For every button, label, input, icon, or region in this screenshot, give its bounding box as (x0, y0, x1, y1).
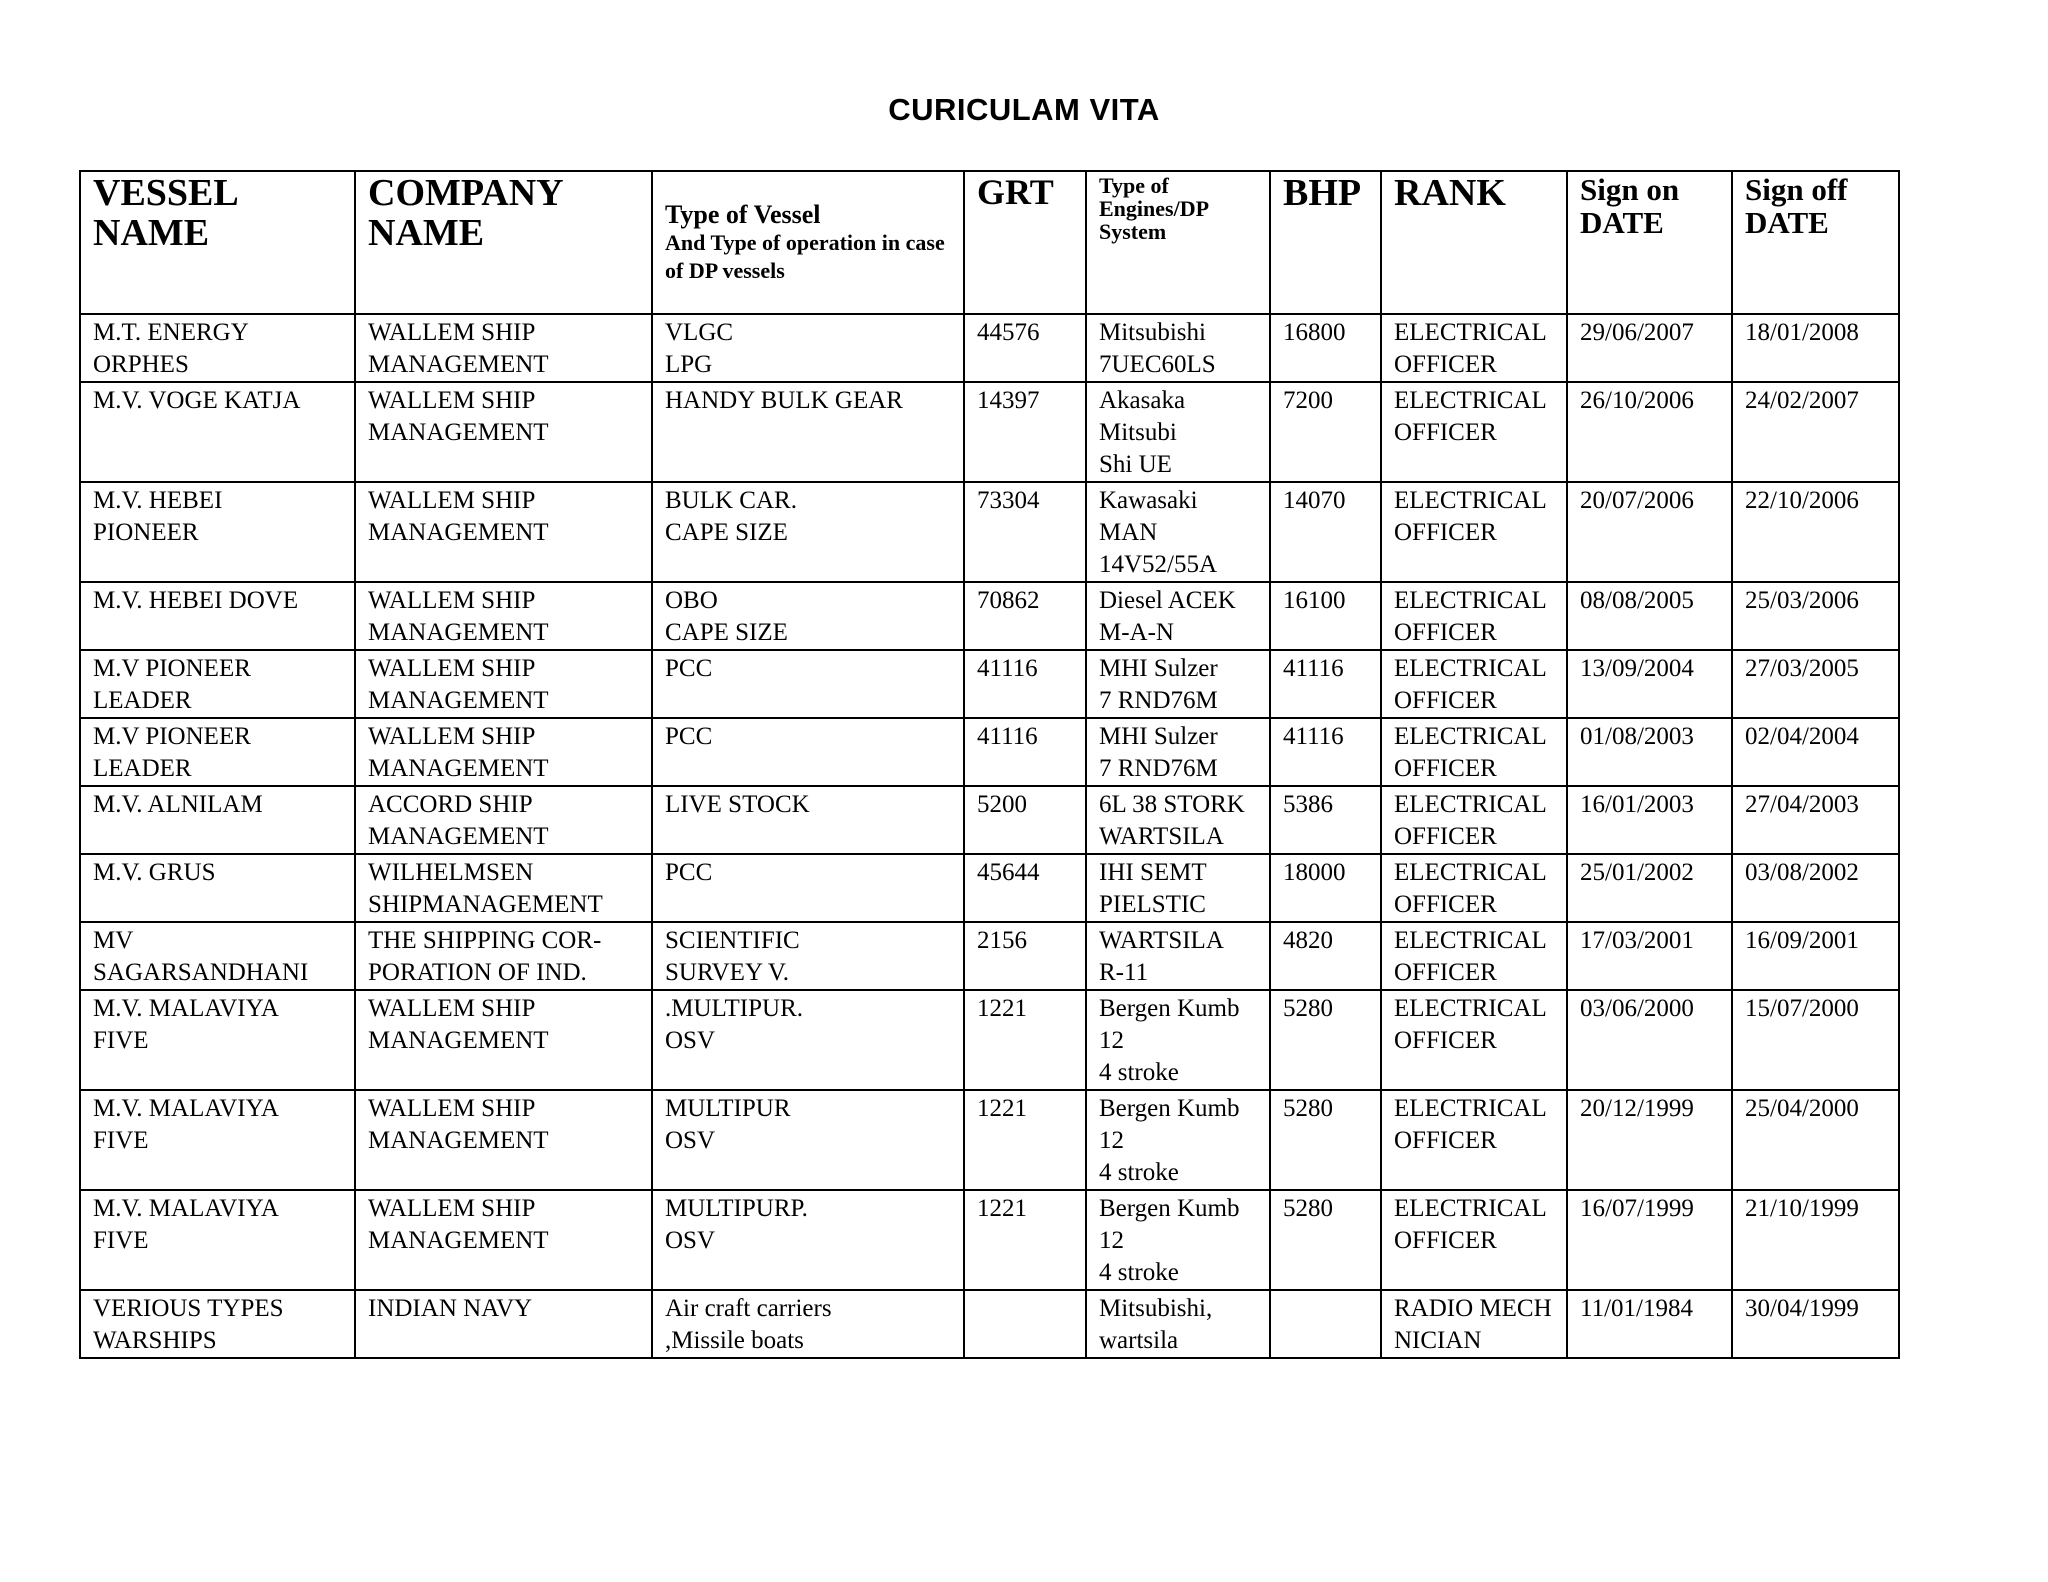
bhp-cell: 5280 (1270, 1190, 1381, 1290)
table-body (80, 314, 1899, 1358)
sign-on-date-cell: 16/01/2003 (1567, 786, 1732, 854)
sign-off-date-cell: 22/10/2006 (1732, 482, 1899, 582)
bhp-cell: 41116 (1270, 718, 1381, 786)
rank-cell: ELECTRICAL OFFICER (1381, 650, 1567, 718)
header-bhp: BHP (1270, 171, 1381, 314)
sign-off-date-cell: 03/08/2002 (1732, 854, 1899, 922)
rank-cell: ELECTRICAL OFFICER (1381, 922, 1567, 990)
engine-type-cell: Kawasaki MAN 14V52/55A (1086, 482, 1270, 582)
engine-type-cell: 6L 38 STORK WARTSILA (1086, 786, 1270, 854)
table-row (80, 1190, 1899, 1290)
company-name-cell: WALLEM SHIP MANAGEMENT (355, 482, 652, 582)
sign-off-date-cell: 27/04/2003 (1732, 786, 1899, 854)
engine-type-cell: Mitsubishi, wartsila (1086, 1290, 1270, 1358)
company-name-cell: THE SHIPPING COR- PORATION OF IND. (355, 922, 652, 990)
vessel-name-cell: M.V PIONEER LEADER (80, 718, 355, 786)
table-row (80, 718, 1899, 786)
header-sign-off-date: Sign off DATE (1732, 171, 1899, 314)
bhp-cell: 5280 (1270, 990, 1381, 1090)
bhp-cell: 16800 (1270, 314, 1381, 382)
table-row (80, 382, 1899, 482)
rank-cell: ELECTRICAL OFFICER (1381, 582, 1567, 650)
grt-cell: 1221 (964, 1090, 1086, 1190)
rank-cell: ELECTRICAL OFFICER (1381, 382, 1567, 482)
company-name-cell: WALLEM SHIP MANAGEMENT (355, 582, 652, 650)
table-row (80, 922, 1899, 990)
engine-type-cell: MHI Sulzer 7 RND76M (1086, 718, 1270, 786)
sign-on-date-cell: 01/08/2003 (1567, 718, 1732, 786)
vessel-type-cell: Air craft carriers ,Missile boats (652, 1290, 964, 1358)
grt-cell: 73304 (964, 482, 1086, 582)
sign-on-date-cell: 20/12/1999 (1567, 1090, 1732, 1190)
bhp-cell: 4820 (1270, 922, 1381, 990)
vessel-name-cell: M.V. MALAVIYA FIVE (80, 1090, 355, 1190)
bhp-cell: 41116 (1270, 650, 1381, 718)
bhp-cell: 14070 (1270, 482, 1381, 582)
vessel-name-cell: M.V PIONEER LEADER (80, 650, 355, 718)
engine-type-cell: Diesel ACEK M-A-N (1086, 582, 1270, 650)
sign-off-date-cell: 24/02/2007 (1732, 382, 1899, 482)
sign-on-date-cell: 16/07/1999 (1567, 1190, 1732, 1290)
bhp-cell: 7200 (1270, 382, 1381, 482)
engine-type-cell: Akasaka Mitsubi Shi UE (1086, 382, 1270, 482)
company-name-cell: WALLEM SHIP MANAGEMENT (355, 314, 652, 382)
sign-off-date-cell: 27/03/2005 (1732, 650, 1899, 718)
document-title: CURICULAM VITA (888, 92, 1160, 127)
engine-type-cell: IHI SEMT PIELSTIC (1086, 854, 1270, 922)
company-name-cell: WALLEM SHIP MANAGEMENT (355, 990, 652, 1090)
grt-cell: 1221 (964, 1190, 1086, 1290)
company-name-cell: WALLEM SHIP MANAGEMENT (355, 1190, 652, 1290)
grt-cell: 44576 (964, 314, 1086, 382)
header-type-of-vessel (652, 171, 964, 314)
sign-on-date-cell: 17/03/2001 (1567, 922, 1732, 990)
engine-type-cell: Bergen Kumb 12 4 stroke (1086, 1190, 1270, 1290)
sign-on-date-cell: 26/10/2006 (1567, 382, 1732, 482)
rank-cell: ELECTRICAL OFFICER (1381, 482, 1567, 582)
rank-cell: ELECTRICAL OFFICER (1381, 314, 1567, 382)
vessel-name-cell: M.V. MALAVIYA FIVE (80, 1190, 355, 1290)
vessel-type-cell: .MULTIPUR. OSV (652, 990, 964, 1090)
vessel-name-cell: M.V. HEBEI DOVE (80, 582, 355, 650)
company-name-cell: WALLEM SHIP MANAGEMENT (355, 382, 652, 482)
vessel-name-cell: M.T. ENERGY ORPHES (80, 314, 355, 382)
table-row (80, 1290, 1899, 1358)
table-row (80, 786, 1899, 854)
header-type-main: Type of Vessel (665, 200, 821, 230)
sign-off-date-cell: 25/04/2000 (1732, 1090, 1899, 1190)
vessel-type-cell: SCIENTIFIC SURVEY V. (652, 922, 964, 990)
table-row (80, 314, 1899, 382)
company-name-cell: WILHELMSEN SHIPMANAGEMENT (355, 854, 652, 922)
vessel-type-cell: PCC (652, 718, 964, 786)
bhp-cell (1270, 1290, 1381, 1358)
header-vessel-name: VESSEL NAME (80, 171, 355, 314)
bhp-cell: 18000 (1270, 854, 1381, 922)
grt-cell: 45644 (964, 854, 1086, 922)
vessel-type-cell: PCC (652, 854, 964, 922)
header-grt: GRT (964, 171, 1086, 314)
engine-type-cell: Bergen Kumb 12 4 stroke (1086, 990, 1270, 1090)
vessel-type-cell: HANDY BULK GEAR (652, 382, 964, 482)
table-row (80, 990, 1899, 1090)
vessel-name-cell: M.V. ALNILAM (80, 786, 355, 854)
header-company-name: COMPANY NAME (355, 171, 652, 314)
vessel-type-cell: MULTIPUR OSV (652, 1090, 964, 1190)
sea-service-table (79, 170, 1900, 1359)
grt-cell: 70862 (964, 582, 1086, 650)
sign-off-date-cell: 25/03/2006 (1732, 582, 1899, 650)
vessel-name-cell: M.V. VOGE KATJA (80, 382, 355, 482)
company-name-cell: WALLEM SHIP MANAGEMENT (355, 718, 652, 786)
sign-on-date-cell: 08/08/2005 (1567, 582, 1732, 650)
sign-on-date-cell: 13/09/2004 (1567, 650, 1732, 718)
header-engines: Type of Engines/DP System (1086, 171, 1270, 314)
vessel-name-cell: MV SAGARSANDHANI (80, 922, 355, 990)
grt-cell: 41116 (964, 718, 1086, 786)
table-row (80, 650, 1899, 718)
vessel-name-cell: M.V. MALAVIYA FIVE (80, 990, 355, 1090)
bhp-cell: 16100 (1270, 582, 1381, 650)
header-type-sub: And Type of operation in case of DP vessels (665, 229, 945, 284)
grt-cell: 1221 (964, 990, 1086, 1090)
sign-off-date-cell: 30/04/1999 (1732, 1290, 1899, 1358)
vessel-type-cell: BULK CAR. CAPE SIZE (652, 482, 964, 582)
vessel-type-cell: VLGC LPG (652, 314, 964, 382)
rank-cell: RADIO MECH NICIAN (1381, 1290, 1567, 1358)
vessel-type-cell: PCC (652, 650, 964, 718)
company-name-cell: ACCORD SHIP MANAGEMENT (355, 786, 652, 854)
vessel-type-cell: OBO CAPE SIZE (652, 582, 964, 650)
rank-cell: ELECTRICAL OFFICER (1381, 854, 1567, 922)
vessel-name-cell: M.V. GRUS (80, 854, 355, 922)
table-row (80, 582, 1899, 650)
vessel-type-cell: LIVE STOCK (652, 786, 964, 854)
grt-cell: 14397 (964, 382, 1086, 482)
table-row (80, 854, 1899, 922)
sign-off-date-cell: 15/07/2000 (1732, 990, 1899, 1090)
header-sign-on-date: Sign on DATE (1567, 171, 1732, 314)
company-name-cell: INDIAN NAVY (355, 1290, 652, 1358)
vessel-type-cell: MULTIPURP. OSV (652, 1190, 964, 1290)
bhp-cell: 5386 (1270, 786, 1381, 854)
bhp-cell: 5280 (1270, 1090, 1381, 1190)
table-row (80, 482, 1899, 582)
engine-type-cell: MHI Sulzer 7 RND76M (1086, 650, 1270, 718)
engine-type-cell: Mitsubishi 7UEC60LS (1086, 314, 1270, 382)
sign-on-date-cell: 29/06/2007 (1567, 314, 1732, 382)
sign-on-date-cell: 11/01/1984 (1567, 1290, 1732, 1358)
company-name-cell: WALLEM SHIP MANAGEMENT (355, 1090, 652, 1190)
rank-cell: ELECTRICAL OFFICER (1381, 718, 1567, 786)
table-header-row (80, 171, 1899, 314)
sign-on-date-cell: 25/01/2002 (1567, 854, 1732, 922)
vessel-name-cell: VERIOUS TYPES WARSHIPS (80, 1290, 355, 1358)
sign-off-date-cell: 16/09/2001 (1732, 922, 1899, 990)
sign-off-date-cell: 02/04/2004 (1732, 718, 1899, 786)
grt-cell: 41116 (964, 650, 1086, 718)
sign-on-date-cell: 03/06/2000 (1567, 990, 1732, 1090)
grt-cell: 5200 (964, 786, 1086, 854)
rank-cell: ELECTRICAL OFFICER (1381, 1090, 1567, 1190)
sign-off-date-cell: 18/01/2008 (1732, 314, 1899, 382)
engine-type-cell: WARTSILA R-11 (1086, 922, 1270, 990)
sign-on-date-cell: 20/07/2006 (1567, 482, 1732, 582)
table-row (80, 1090, 1899, 1190)
vessel-name-cell: M.V. HEBEI PIONEER (80, 482, 355, 582)
grt-cell (964, 1290, 1086, 1358)
rank-cell: ELECTRICAL OFFICER (1381, 990, 1567, 1090)
engine-type-cell: Bergen Kumb 12 4 stroke (1086, 1090, 1270, 1190)
header-rank: RANK (1381, 171, 1567, 314)
sign-off-date-cell: 21/10/1999 (1732, 1190, 1899, 1290)
rank-cell: ELECTRICAL OFFICER (1381, 1190, 1567, 1290)
rank-cell: ELECTRICAL OFFICER (1381, 786, 1567, 854)
company-name-cell: WALLEM SHIP MANAGEMENT (355, 650, 652, 718)
grt-cell: 2156 (964, 922, 1086, 990)
